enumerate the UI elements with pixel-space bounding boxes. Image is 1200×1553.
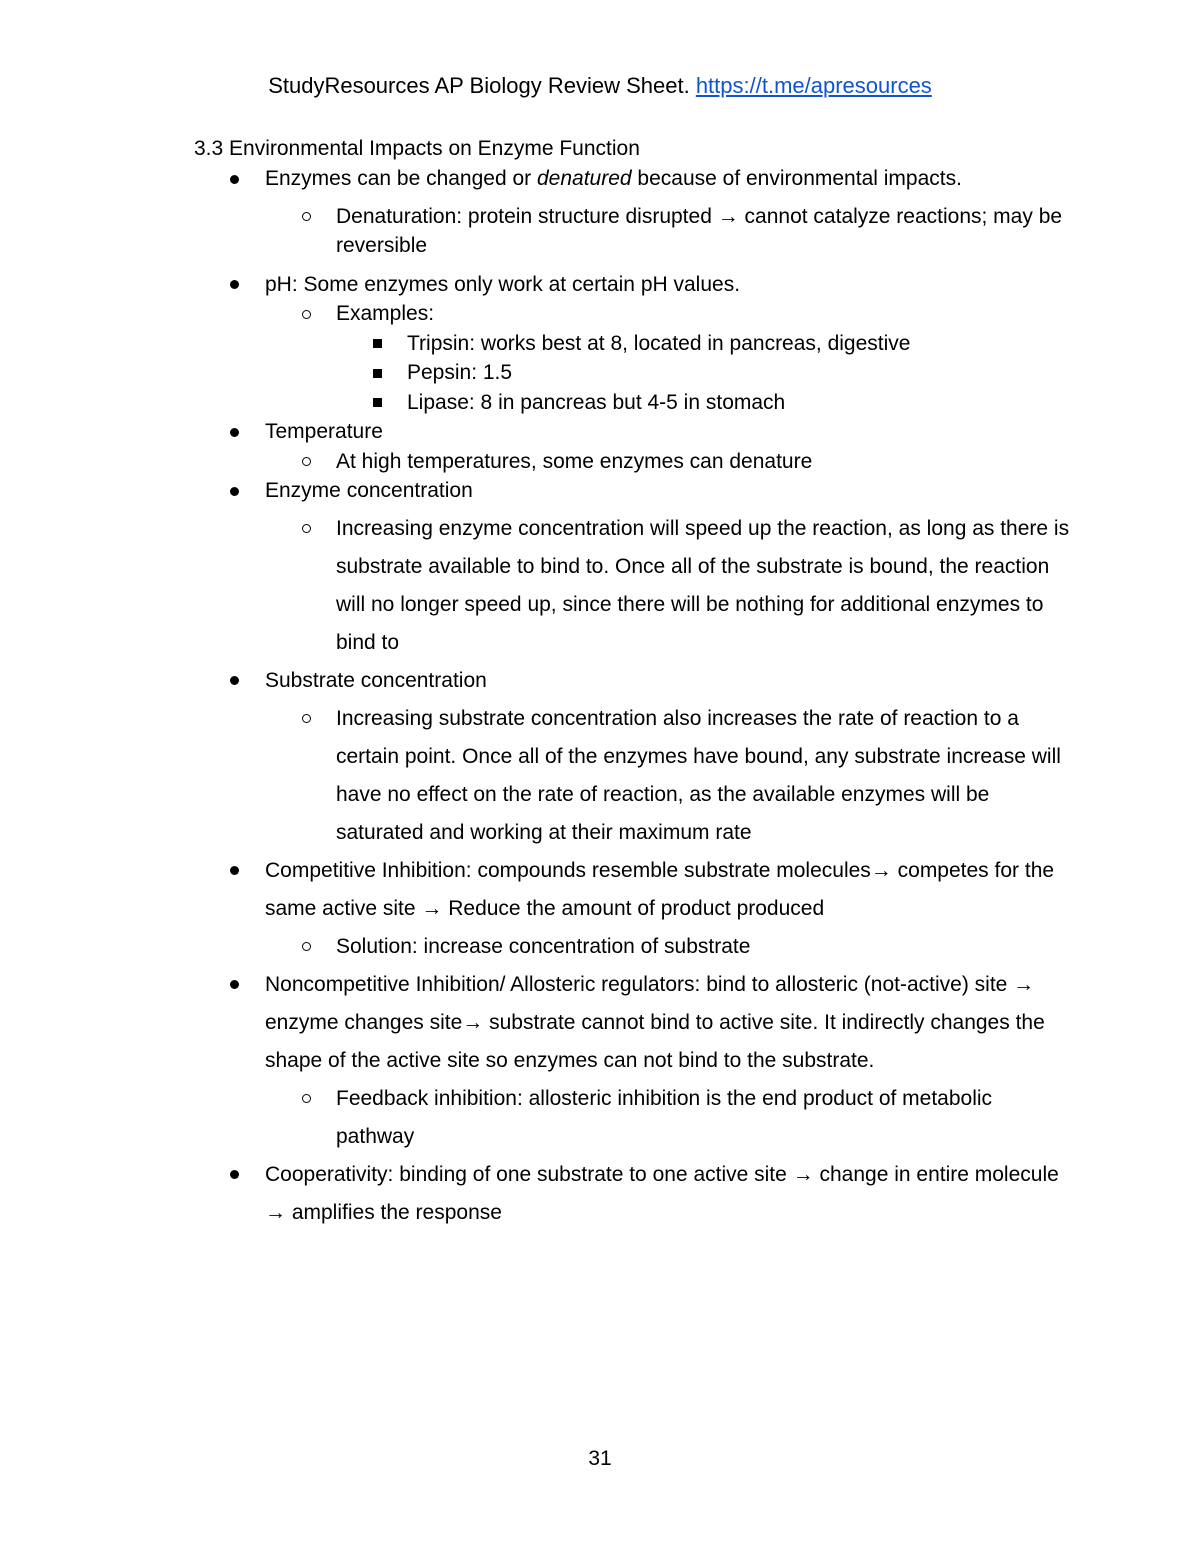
sub-list-item-text: At high temperatures, some enzymes can denature [336, 449, 813, 473]
sub-list-item [194, 299, 1074, 417]
sub-list-item [194, 447, 1074, 477]
sub-list [265, 928, 1074, 966]
list-item-text: Enzyme concentration [265, 479, 473, 502]
content-body [194, 134, 1074, 1232]
list-item-text: pH: Some enzymes only work at certain pH values. [265, 272, 741, 296]
sub-list [265, 1080, 1074, 1156]
list-item-text: Enzymes can be changed or denatured because of environmental impacts. [265, 167, 962, 190]
header-title: StudyResources AP Biology Review Sheet. [268, 73, 690, 98]
bullet-square-icon [367, 388, 387, 418]
list-item-text: Competitive Inhibition: compounds resemble substrate molecules→ competes for the same active site → Reduce the amount of product produced [265, 858, 1055, 920]
sub-list [265, 202, 1074, 261]
bullet-circle-icon [296, 1080, 316, 1118]
sub-list-item-text: Feedback inhibition: allosteric inhibition is the end product of metabolic pathway [336, 1086, 993, 1148]
sub-sub-list [336, 329, 1074, 418]
sub-list-item [194, 1080, 1074, 1156]
list-item [194, 1156, 1074, 1232]
sub-list-item-text: Examples: [336, 302, 435, 325]
sub-sub-list-item [194, 388, 1074, 418]
sub-sub-list-item-text: Tripsin: works best at 8, located in pancreas, digestive [407, 331, 911, 355]
sub-list-item [194, 928, 1074, 966]
bullet-circle-icon [296, 202, 316, 232]
sub-list-item [194, 700, 1074, 852]
sub-list [265, 700, 1074, 852]
bullet-dot-icon [224, 476, 244, 506]
header-link[interactable]: https://t.me/apresources [695, 73, 932, 98]
sub-sub-list-item [194, 329, 1074, 359]
list-item [194, 662, 1074, 852]
bullet-dot-icon [224, 1156, 244, 1194]
bullet-circle-icon [296, 700, 316, 738]
sub-list [265, 447, 1074, 477]
sub-list-item-text: Solution: increase concentration of substrate [336, 934, 751, 958]
bullet-dot-icon [224, 852, 244, 890]
bullet-dot-icon [224, 966, 244, 1004]
list-item [194, 966, 1074, 1156]
emphasized-text: denatured [537, 167, 632, 190]
bullet-circle-icon [296, 510, 316, 548]
sub-sub-list-item [194, 358, 1074, 388]
sub-list-item [194, 202, 1074, 261]
list-item-text: Cooperativity: binding of one substrate to one active site → change in entire molecule → amplifies the response [265, 1162, 1059, 1224]
list-item-text: Substrate concentration [265, 668, 487, 692]
sub-sub-list-item-text: Lipase: 8 in pancreas but 4-5 in stomach [407, 390, 786, 414]
list-item-text: Temperature [265, 420, 383, 443]
page-number: 31 [588, 1447, 612, 1470]
sub-list [265, 510, 1074, 662]
list-item [194, 270, 1074, 418]
page-header [0, 70, 1200, 102]
bullet-circle-icon [296, 299, 316, 329]
list-item [194, 476, 1074, 662]
bullet-circle-icon [296, 447, 316, 477]
section-title: 3.3 Environmental Impacts on Enzyme Function [194, 137, 640, 160]
sub-list-item-text: Increasing substrate concentration also increases the rate of reaction to a certain point. Once all of the enzymes have bound, any substrate increase will have no effect on the rate of reaction, as the available enzymes will be saturated and working at their maximum rate [336, 706, 1061, 844]
sub-list-item-text: Increasing enzyme concentration will speed up the reaction, as long as there is substrate available to bind to. Once all of the substrate is bound, the reaction will no longer speed up, since there will be nothing for additional enzymes to bind to [336, 516, 1070, 654]
list-item [194, 417, 1074, 476]
bullet-dot-icon [224, 270, 244, 300]
sub-sub-list-item-text: Pepsin: 1.5 [407, 361, 513, 384]
bullet-dot-icon [224, 164, 244, 194]
sub-list-item-text: Denaturation: protein structure disrupted → cannot catalyze reactions; may be reversible [336, 204, 1063, 257]
sub-list [265, 299, 1074, 417]
bullet-dot-icon [224, 662, 244, 700]
list-item [194, 852, 1074, 966]
bullet-dot-icon [224, 417, 244, 447]
bullet-square-icon [367, 358, 387, 388]
list-item [194, 164, 1074, 261]
main-bullet-list [194, 164, 1074, 1232]
list-item-text: Noncompetitive Inhibition/ Allosteric regulators: bind to allosteric (not-active) site → enzyme changes site→ substrate cannot bind to active site. It indirectly changes the shape of the active site so enzymes can not bind to the substrate. [265, 972, 1045, 1072]
bullet-circle-icon [296, 928, 316, 966]
sub-list-item [194, 510, 1074, 662]
bullet-square-icon [367, 329, 387, 359]
